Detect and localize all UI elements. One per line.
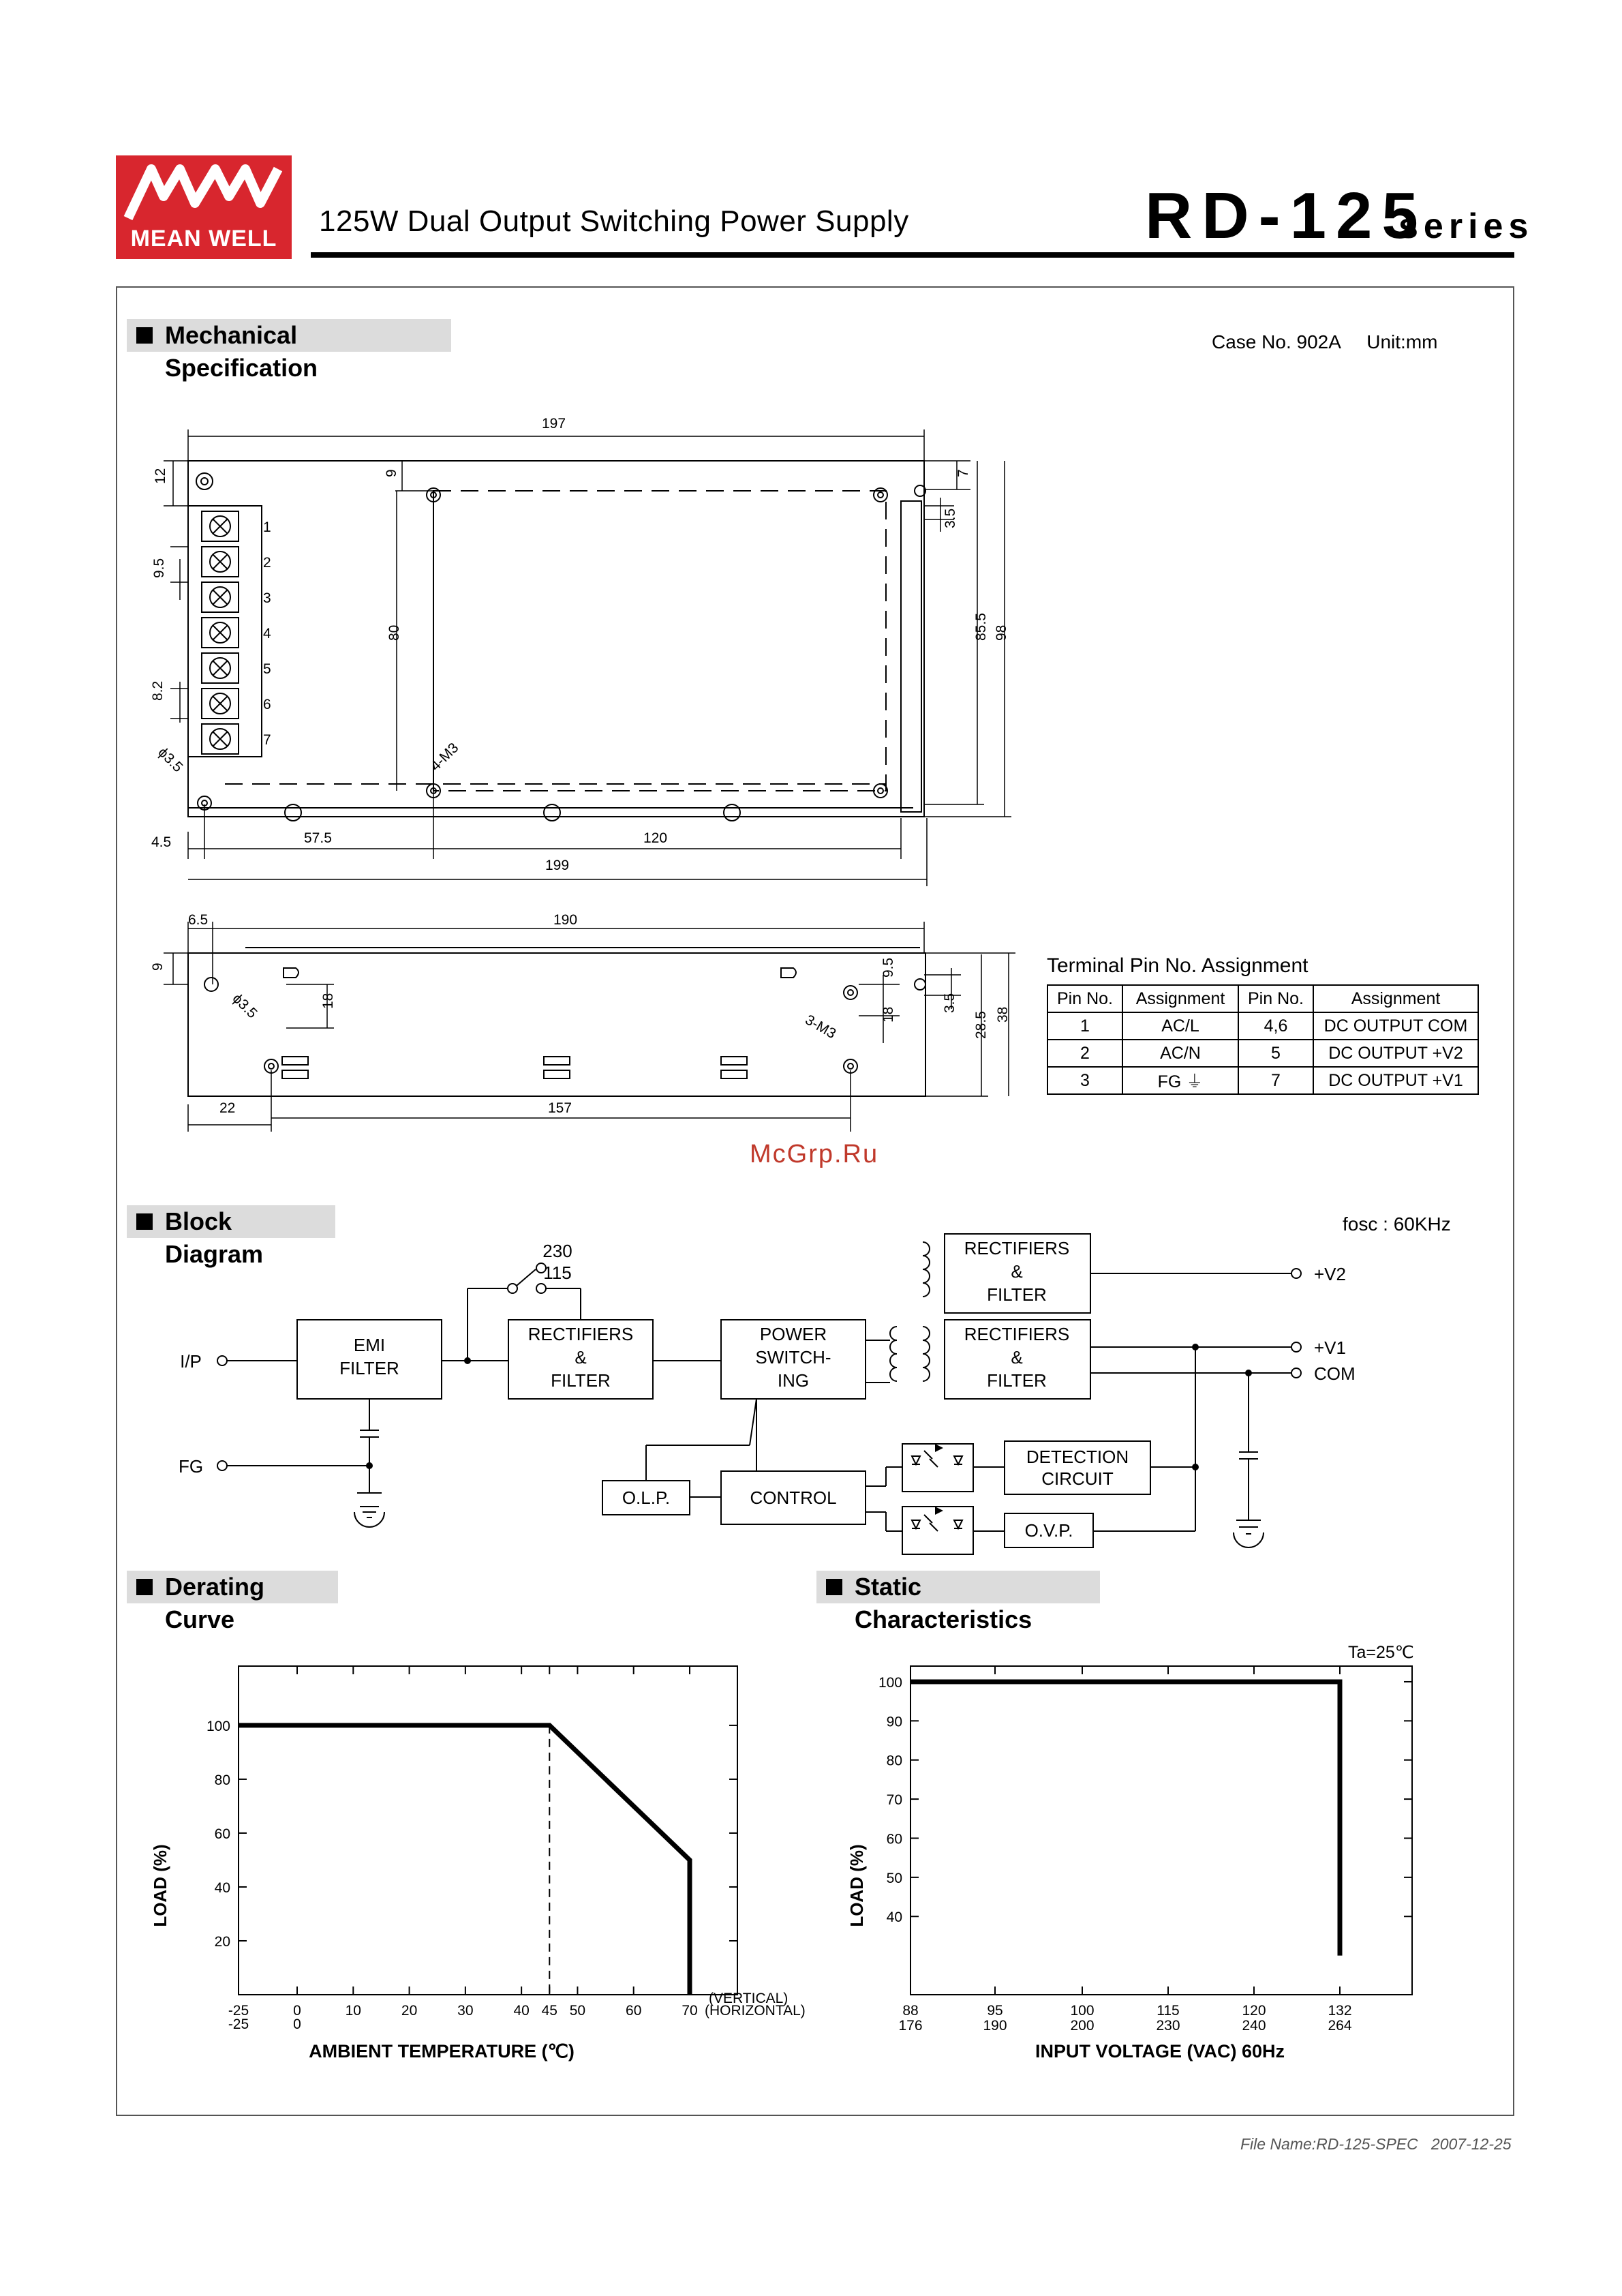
derating-xtick-label: 70 (682, 2003, 698, 2019)
case-info: Case No. 902A Unit:mm (1212, 331, 1438, 352)
v115-label: 115 (543, 1263, 572, 1283)
table-header: Pin No. (1238, 985, 1313, 1012)
static-ytick-label: 80 (886, 1753, 902, 1769)
dim-9: 9 (384, 469, 399, 477)
static-ta: Ta=25℃ (1348, 1643, 1414, 1662)
svg-text:3: 3 (263, 590, 271, 606)
derating-horizontal-note: (HORIZONTAL) (705, 2003, 806, 2019)
derating-ytick-label: 80 (214, 1772, 230, 1788)
static-xtick-label: 100 (1070, 2003, 1095, 2019)
series-name: RD-125 (1145, 179, 1428, 252)
control-label: CONTROL (750, 1487, 837, 1508)
static-xtick-label-2: 190 (983, 2018, 1007, 2034)
section-derating: Derating Curve (127, 1571, 338, 1603)
dim-side-3-5: 3.5 (942, 993, 958, 1013)
derating-xtick-label: 20 (401, 2003, 418, 2019)
dim-side-28-5: 28.5 (973, 1011, 989, 1039)
power-line-1: POWER (759, 1324, 827, 1344)
dim-side-18b: 18 (881, 1006, 896, 1023)
static-xtick-label: 95 (987, 2003, 1003, 2019)
static-xtick-label: 88 (902, 2003, 919, 2019)
table-cell: DC OUTPUT +V2 (1313, 1040, 1478, 1067)
static-ylabel: LOAD (%) (846, 1844, 867, 1927)
file-name-footer: File Name:RD-125-SPEC 2007-12-25 (1240, 2135, 1512, 2153)
derating-xtick-label: -25 (228, 2003, 249, 2019)
product-subtitle: 125W Dual Output Switching Power Supply (319, 205, 909, 238)
static-ytick-label: 90 (886, 1714, 902, 1730)
out-v1-label: +V1 (1314, 1338, 1346, 1358)
static-xlabel: INPUT VOLTAGE (VAC) 60Hz (1035, 2041, 1285, 2061)
table-cell: 2 (1047, 1040, 1122, 1067)
dim-side-9: 9 (150, 963, 166, 971)
derating-xtick-label: 60 (626, 2003, 642, 2019)
dim-4-5: 4.5 (151, 834, 172, 850)
derating-ytick-label: 40 (214, 1879, 230, 1896)
derating-xlabel: AMBIENT TEMPERATURE (℃) (309, 2041, 575, 2061)
phi-3-5: ϕ3.5 (155, 744, 186, 776)
olp-label: O.L.P. (622, 1487, 671, 1508)
detection-line-2: CIRCUIT (1041, 1468, 1114, 1489)
static-ytick-label: 40 (886, 1909, 902, 1926)
static-xtick-label: 132 (1328, 2003, 1352, 2019)
static-xtick-label: 115 (1157, 2003, 1180, 2019)
dim-190: 190 (553, 912, 578, 928)
emi-line-2: FILTER (339, 1358, 399, 1378)
derating-ylabel: LOAD (%) (150, 1844, 170, 1927)
dim-22: 22 (219, 1100, 236, 1116)
v230-label: 230 (542, 1241, 572, 1261)
emi-line-1: EMI (353, 1335, 386, 1355)
rect-in-line-2: & (575, 1347, 587, 1368)
table-header: Pin No. (1047, 985, 1122, 1012)
fg-label: FG (178, 1456, 204, 1477)
derating-xtick-label-h: -25 (228, 2016, 249, 2032)
table-cell: DC OUTPUT +V1 (1313, 1067, 1478, 1094)
dim-side-38: 38 (995, 1006, 1011, 1023)
dim-12: 12 (153, 468, 168, 484)
static-xtick-label-2: 230 (1156, 2018, 1180, 2034)
derating-vertical-note: (VERTICAL) (709, 1991, 789, 2006)
dim-57-5: 57.5 (304, 830, 332, 846)
table-cell: FG ⏚ (1122, 1067, 1238, 1094)
out-com-label: COM (1314, 1363, 1356, 1384)
dim-98: 98 (994, 624, 1009, 641)
table-header: Assignment (1313, 985, 1478, 1012)
table-cell: AC/L (1122, 1012, 1238, 1040)
rect-v2-line-2: & (1011, 1261, 1023, 1282)
detection-line-1: DETECTION (1026, 1447, 1129, 1467)
static-xtick-label: 120 (1242, 2003, 1266, 2019)
dim-3-5: 3.5 (943, 508, 958, 528)
static-series-line (911, 1682, 1340, 1956)
table-cell: 5 (1238, 1040, 1313, 1067)
brand-name: MEAN WELL (130, 226, 277, 252)
power-line-3: ING (777, 1370, 810, 1391)
static-ytick-label: 50 (886, 1870, 902, 1886)
derating-xtick-label: 10 (345, 2003, 361, 2019)
dim-6-5: 6.5 (188, 912, 209, 928)
table-cell: DC OUTPUT COM (1313, 1012, 1478, 1040)
svg-text:4: 4 (263, 626, 271, 641)
rect-v1-line-1: RECTIFIERS (964, 1324, 1070, 1344)
static-ticks (878, 1666, 1412, 2034)
dim-197: 197 (542, 416, 566, 432)
fosc-label: fosc : 60KHz (1343, 1213, 1451, 1235)
dim-199: 199 (545, 858, 570, 873)
ovp-label: O.V.P. (1024, 1520, 1073, 1541)
table-cell: 3 (1047, 1067, 1122, 1094)
derating-xtick-label-h: 0 (293, 2016, 301, 2032)
dim-157: 157 (548, 1100, 572, 1116)
rect-v2-line-3: FILTER (987, 1284, 1047, 1305)
svg-text:1: 1 (263, 519, 271, 535)
dim-side-18: 18 (320, 993, 336, 1009)
svg-text:7: 7 (263, 732, 271, 748)
section-static: Static Characteristics (816, 1571, 1100, 1603)
derating-ytick-label: 100 (206, 1718, 230, 1734)
derating-xtick-label: 50 (569, 2003, 586, 2019)
terminal-table-title: Terminal Pin No. Assignment (1047, 954, 1309, 977)
watermark: McGrp.Ru (750, 1140, 879, 1168)
rect-v1-line-2: & (1011, 1347, 1023, 1368)
table-header: Assignment (1122, 985, 1238, 1012)
derating-xtick-label: 0 (293, 2003, 301, 2019)
dim-120: 120 (643, 830, 668, 846)
rect-v2-line-1: RECTIFIERS (964, 1238, 1070, 1258)
dim-8-2: 8.2 (150, 680, 166, 701)
rect-in-line-1: RECTIFIERS (527, 1324, 634, 1344)
rect-v1-line-3: FILTER (987, 1370, 1047, 1391)
static-ytick-label: 100 (878, 1674, 902, 1691)
static-xtick-label-2: 240 (1242, 2018, 1266, 2034)
static-ytick-label: 60 (886, 1831, 902, 1847)
derating-ytick-label: 60 (214, 1826, 230, 1842)
side-phi-3-5: ϕ3.5 (229, 991, 260, 1022)
static-xtick-label-2: 176 (898, 2018, 923, 2034)
static-plot-area (911, 1666, 1412, 1995)
derating-xtick-label: 30 (457, 2003, 474, 2019)
table-cell: 4,6 (1238, 1012, 1313, 1040)
series-suffix: series (1398, 207, 1534, 246)
svg-text:6: 6 (263, 697, 271, 712)
table-cell: 1 (1047, 1012, 1122, 1040)
label-4-m3: 4-M3 (427, 740, 462, 774)
dim-7: 7 (955, 469, 971, 477)
ip-label: I/P (180, 1351, 202, 1372)
static-ytick-label: 70 (886, 1792, 902, 1809)
rect-in-line-3: FILTER (551, 1370, 611, 1391)
static-xtick-label-2: 264 (1328, 2018, 1352, 2034)
power-line-2: SWITCH- (755, 1347, 831, 1368)
table-cell: AC/N (1122, 1040, 1238, 1067)
derating-ytick-label: 20 (214, 1933, 230, 1950)
derating-xtick-label: 45 (541, 2003, 557, 2019)
svg-text:2: 2 (263, 555, 271, 571)
static-xtick-label-2: 200 (1070, 2018, 1095, 2034)
dim-9-5: 9.5 (151, 558, 167, 578)
dim-side-9-5: 9.5 (881, 957, 896, 978)
section-block-diagram: Block Diagram (127, 1205, 335, 1238)
label-3-m3: 3-M3 (802, 1012, 839, 1042)
derating-xtick-label: 40 (513, 2003, 530, 2019)
svg-text:5: 5 (263, 661, 271, 677)
dim-85-5: 85.5 (973, 613, 989, 641)
section-mechanical: Mechanical Specification (127, 319, 451, 352)
table-cell: 7 (1238, 1067, 1313, 1094)
dim-80: 80 (386, 624, 402, 641)
out-v2-label: +V2 (1314, 1264, 1346, 1284)
